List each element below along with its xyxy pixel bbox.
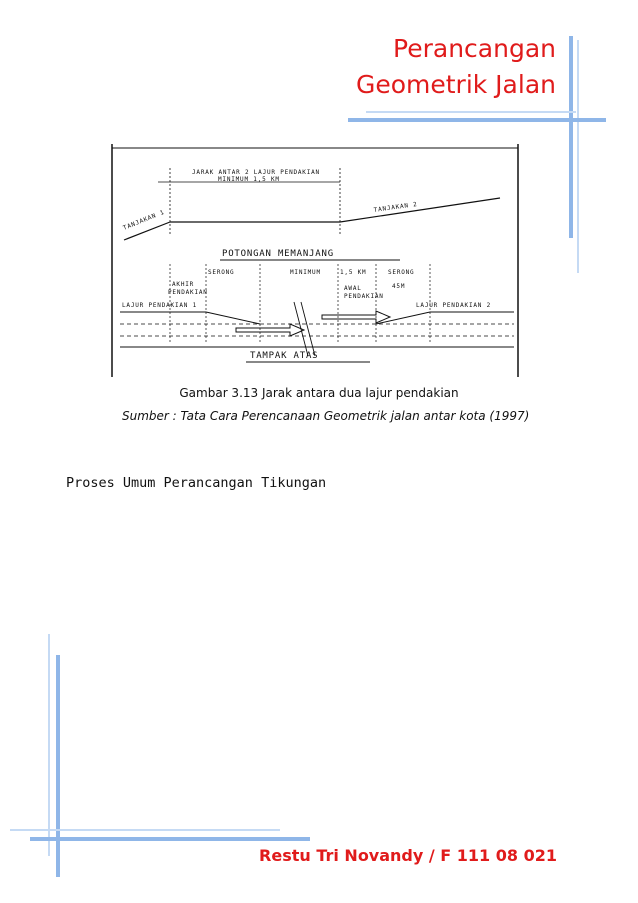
awal-label: AWAL <box>344 285 362 292</box>
top-dimension-label: JARAK ANTAR 2 LAJUR PENDAKIAN <box>192 169 320 176</box>
decor-bar-bottom-horizontal <box>30 837 310 841</box>
pendakian-left-label: PENDAKIAN <box>168 289 208 296</box>
decor-bar-bottom-vertical <box>56 655 60 877</box>
footer-author: Restu Tri Novandy / F 111 08 021 <box>259 846 557 865</box>
tanjakan1-label: TANJAKAN 1 <box>122 208 166 232</box>
decor-bar-bottom-horizontal-light <box>10 829 280 831</box>
header-title-line2: Geometrik Jalan <box>355 70 556 99</box>
pendakian-right-label: PENDAKIAN <box>344 293 384 300</box>
minimum-label: MINIMUM <box>290 269 321 276</box>
decor-bar-top-horizontal-light <box>366 111 576 113</box>
decor-bar-top-vertical-light <box>577 40 579 273</box>
figure-source: Sumber : Tata Cara Perencanaan Geometrik jalan antar kota (1997) <box>122 409 530 423</box>
km-label: 1,5 KM <box>340 269 367 276</box>
figure-caption: Gambar 3.13 Jarak antara dua lajur pendakian <box>179 386 459 400</box>
serong-left-label: SERONG <box>208 269 235 276</box>
decor-bar-top-horizontal <box>348 118 606 122</box>
tanjakan2-label: TANJAKAN 2 <box>373 200 418 214</box>
decor-bar-bottom-vertical-light <box>48 634 50 856</box>
lajur2-label: LAJUR PENDAKIAN 2 <box>416 302 492 309</box>
top-minimum-label: MINIMUM 1,5 KM <box>218 176 280 183</box>
decor-bar-top-vertical <box>569 36 573 238</box>
section-tampak-label: TAMPAK ATAS <box>250 351 319 361</box>
header-title-line1: Perancangan <box>393 34 556 63</box>
section-potongan-label: POTONGAN MEMANJANG <box>222 249 334 259</box>
m45-label: 45M <box>392 283 406 290</box>
serong-right-label: SERONG <box>388 269 415 276</box>
akhir-label: AKHIR <box>172 281 195 288</box>
figure-drawing <box>110 144 520 377</box>
lajur1-label: LAJUR PENDAKIAN 1 <box>122 302 198 309</box>
section-heading: Proses Umum Perancangan Tikungan <box>66 475 327 491</box>
